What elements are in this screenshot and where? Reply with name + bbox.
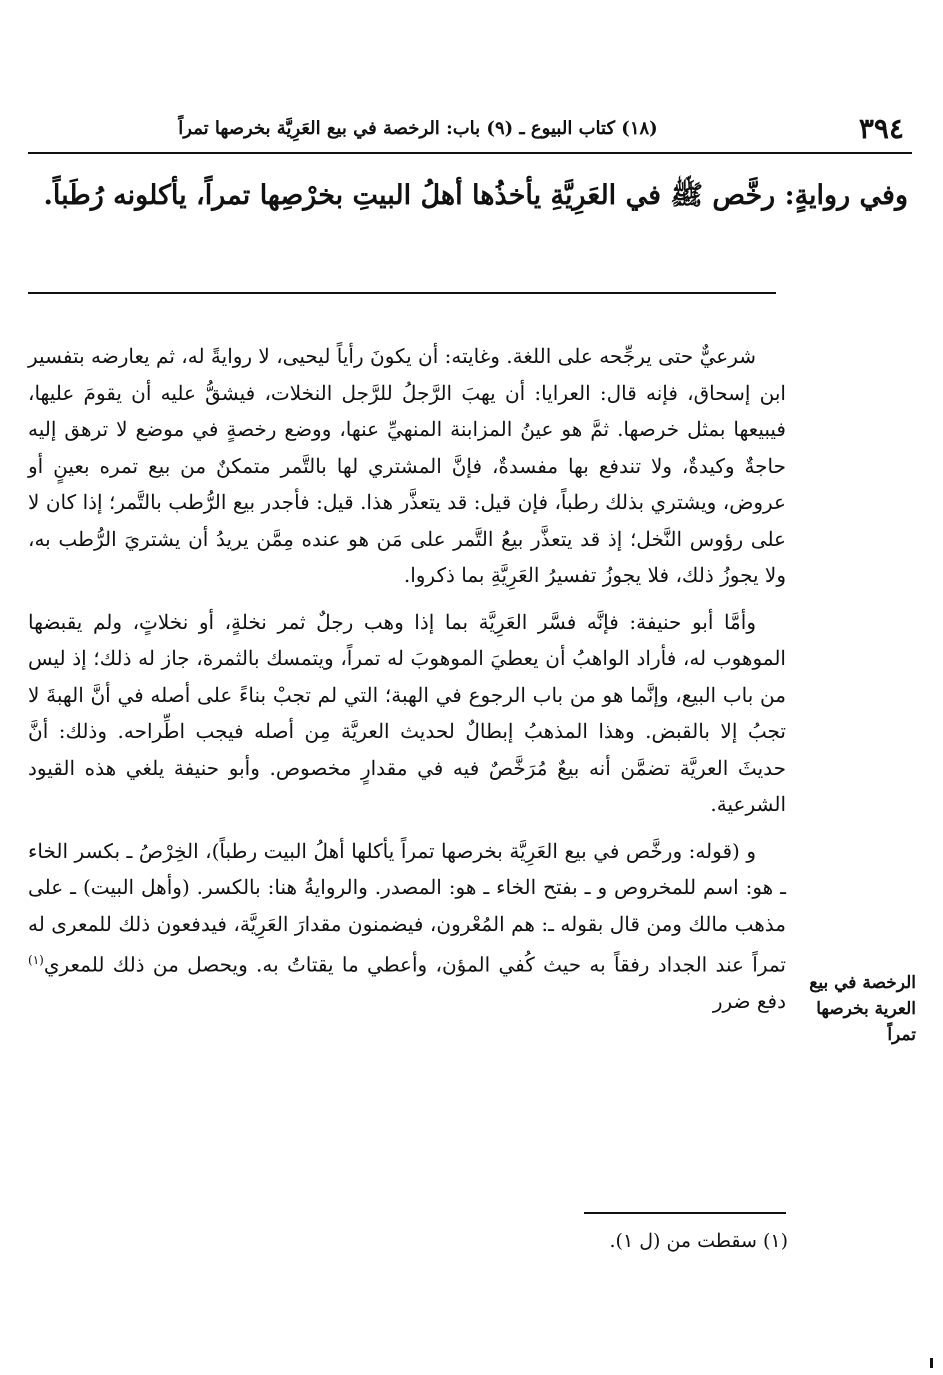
margin-heading: الرخصة في بيع العرية بخرصها تمراً (809, 973, 916, 1045)
paragraph (28, 833, 786, 1020)
running-title: (١٨) كتاب البيوع ـ (٩) باب: الرخصة في بيع العَرِيَّة بخرصها تمراً (178, 118, 658, 139)
page-header (28, 112, 912, 154)
commentary-body (28, 338, 786, 1030)
paragraph: وأمَّا أبو حنيفة: فإنَّه فسَّر العَرِيَّة بما إذا وهب رجلٌ ثمر نخلةٍ، أو نخلاتٍ، ولم يقبضها الموهوب له، فأراد الواهبُ أن يعطيَ الموهوبَ له تمراً، ويتمسك بالثمرة، جاز له ذلك؛ إذ ليس من باب البيع، وإنَّما هو من باب الرجوع في الهبة؛ التي لم تجبْ بناءً على أصله في أنَّ الهبةَ لا تجبُ إلا بالقبض. وهذا المذهبُ إبطالٌ لحديث العريَّة مِن أصله فيجب اطِّراحه. وذلك: أنَّ حديثَ العريَّة تضمَّن أنه بيعٌ مُرَخَّصٌ فيه في مقدارٍ مخصوص. وأبو حنيفة يلغي هذه القيود الشرعية. (28, 609, 786, 816)
scan-mark (930, 1358, 933, 1368)
hadith-divider (28, 292, 776, 294)
footnote-divider (584, 1212, 786, 1214)
page-number: ٣٩٤ (858, 112, 904, 145)
paragraph: شرعيٌّ حتى يرجِّحه على اللغة. وغايته: أن يكونَ رأياً ليحيى، لا روايةً له، ثم يعارضه بتفسير ابن إسحاق، فإنه قال: العرايا: أن يهبَ الرَّجلُ للرَّجل النخلات، فيشقُّ عليه أن يقومَ عليها، فيبيعها بمثل خرصها. ثمَّ هو عينُ المزابنة المنهيِّ عنها، ووضع رخصةٍ في موضع لا ترهق إليه حاجةٌ وكيدةٌ، ولا تندفع بها مفسدةٌ، فإنَّ المشتري لها بالتَّمر متمكنٌ من بيع تمره بعينٍ أو عروض، ويشتري بذلك رطباً، فإن قيل: قد يتعذَّر هذا. قيل: فأجدر بيع الرُّطب بالتَّمر؛ إذا كان لا على رؤوس النَّخل؛ إذ قد يتعذَّر بيعُ التَّمر على مَن هو عنده مِمَّن يريدُ أن يشتريَ الرُّطب به، ولا يجوزُ ذلك، فلا يجوزُ تفسيرُ العَرِيَّةِ بما ذكروا. (28, 344, 786, 587)
paragraph-text: و (قوله: ورخَّص في بيع العَرِيَّة بخرصها تمراً يأكلها أهلُ البيت رطباً)، الخِرْصُ ـ بكسر الخاء ـ هو: اسم للمخروص و ـ بفتح الخاء ـ هو: المصدر. والروايةُ هنا: بالكسر. (وأهل البيت) ـ على مذهب مالك ومن قال بقوله ـ: هم المُعْرون، فيضمنون مقدارَ العَرِيَّة، فيدفعون ذلك للمعرى له تمراً عند الجداد رفقاً به حيث كُفي المؤن، وأعطي ما يقتاتُ به. ويحصل من ذلك للمعري (28, 838, 786, 977)
paragraph-tail: دفع ضرر (712, 989, 786, 1014)
footnote: (١) سقطت من (ل ١). (609, 1230, 788, 1252)
hadith-text: وفي روايةٍ: رخَّص ﷺ في العَرِيَّةِ يأخذُها أهلُ البيتِ بخرْصِها تمراً، يأكلونه رُطَباً. (43, 180, 908, 211)
footnote-ref: (١) (28, 953, 44, 967)
